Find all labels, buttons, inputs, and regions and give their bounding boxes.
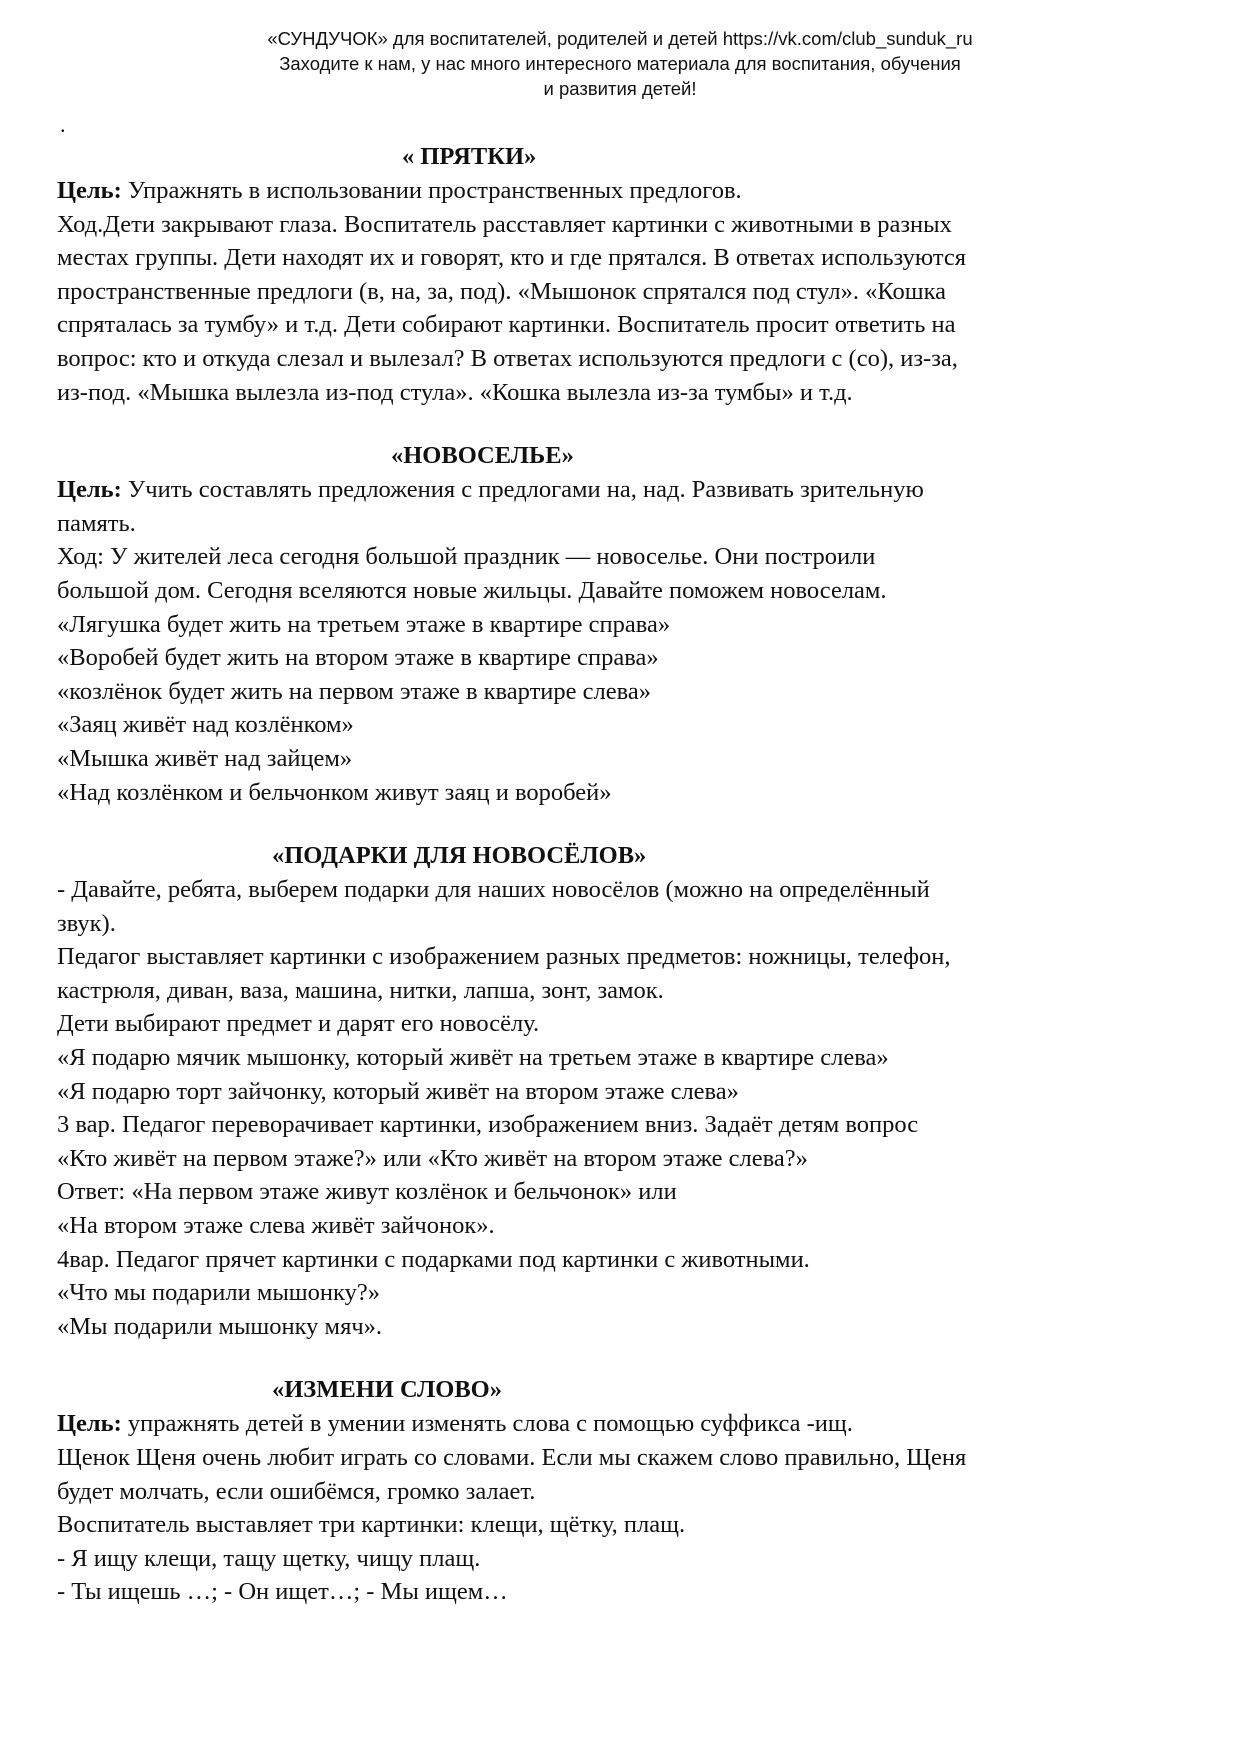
goal-label: Цель: (57, 476, 122, 504)
text-line: вопрос: кто и откуда слезал и вылезал? В ответах используются предлоги с (со), из-за, (57, 344, 958, 372)
section-gap (57, 1343, 1167, 1373)
text-line: Ход.Дети закрывают глаза. Воспитатель расставляет картинки с животными в разных (57, 210, 952, 238)
section-hide-and-seek (57, 140, 1167, 409)
section-title: « ПРЯТКИ» (402, 143, 537, 170)
section-title: «ИЗМЕНИ СЛОВО» (272, 1376, 502, 1404)
text-line: 3 вар. Педагог переворачивает картинки, изображением вниз. Задаёт детям вопрос (57, 1111, 919, 1139)
text-line: Ответ: «На первом этаже живут козлёнок и бельчонок» или (57, 1178, 677, 1206)
text-line: «Я подарю мячик мышонку, который живёт на третьем этаже в квартире слева» (57, 1044, 889, 1072)
text-line: «Мы подарили мышонку мяч». (57, 1312, 383, 1340)
text-line: Воспитатель выставляет три картинки: клещи, щётку, плащ. (57, 1511, 686, 1539)
goal-line (57, 174, 1167, 208)
text-line: память. (57, 509, 136, 537)
goal-label: Цель: (57, 177, 122, 204)
text-line: из-под. «Мышка вылезла из-под стула». «Кошка вылезла из-за тумбы» и т.д. (57, 378, 853, 406)
text-line: - Я ищу клещи, тащу щетку, чищу плащ. (57, 1544, 481, 1572)
text-line: спряталась за тумбу» и т.д. Дети собирают картинки. Воспитатель просит ответить на (57, 311, 956, 339)
text-line: «Мышка живёт над зайцем» (57, 744, 353, 772)
section-change-word (57, 1373, 1167, 1609)
text-line: «Над козлёнком и бельчонком живут заяц и воробей» (57, 778, 612, 806)
text-line: кастрюля, диван, ваза, машина, нитки, лапша, зонт, замок. (57, 976, 664, 1004)
text-line: - Давайте, ребята, выберем подарки для наших новосёлов (можно на определённый (57, 876, 930, 904)
text-line: 4вар. Педагог прячет картинки с подарками под картинки с животными. (57, 1245, 810, 1273)
section-gap (57, 809, 1167, 839)
goal-text: Упражнять в использовании пространственных предлогов. (121, 177, 742, 204)
text-line: Ход: У жителей леса сегодня большой праздник — новоселье. Они построили (57, 543, 876, 571)
header-line-1: «СУНДУЧОК» для воспитателей, родителей и детей https://vk.com/club_sunduk_ru (267, 28, 973, 49)
goal-label: Цель: (57, 1410, 122, 1438)
text-line: Педагог выставляет картинки с изображением разных предметов: ножницы, телефон, (57, 943, 951, 971)
section-title: «ПОДАРКИ ДЛЯ НОВОСЁЛОВ» (272, 842, 647, 870)
goal-line (57, 1407, 1167, 1441)
text-line: большой дом. Сегодня вселяются новые жильцы. Давайте поможем новоселам. (57, 576, 887, 604)
text-line: «Заяц живёт над козлёнком» (57, 711, 354, 739)
text-line: местах группы. Дети находят их и говорят, кто и где прятался. В ответах используются (57, 244, 967, 272)
page-header (0, 26, 1240, 101)
section-title: «НОВОСЕЛЬЕ» (391, 442, 574, 470)
text-line: «козлёнок будет жить на первом этаже в квартире слева» (57, 677, 651, 705)
text-line: Щенок Щеня очень любит играть со словами. Если мы скажем слово правильно, Щеня (57, 1444, 967, 1471)
stray-dot: . (60, 112, 66, 137)
text-line: «Лягушка будет жить на третьем этаже в квартире справа» (57, 610, 671, 638)
text-line: «Я подарю торт зайчонку, который живёт на втором этаже слева» (57, 1077, 739, 1105)
text-line: Дети выбирают предмет и дарят его новосёлу. (57, 1010, 540, 1038)
text-line: «Кто живёт на первом этаже?» или «Кто живёт на втором этаже слева?» (57, 1144, 808, 1172)
goal-text: упражнять детей в умении изменять слова с помощью суффикса -ищ. (121, 1410, 853, 1438)
header-line-2: Заходите к нам, у нас много интересного материала для воспитания, обучения (279, 53, 961, 74)
header-line-3: и развития детей! (543, 78, 697, 99)
goal-text: Учить составлять предложения с предлогами на, над. Развивать зрительную (121, 476, 924, 504)
text-line: «Что мы подарили мышонку?» (57, 1279, 380, 1307)
section-gifts (57, 839, 1167, 1343)
text-line: «На втором этаже слева живёт зайчонок». (57, 1212, 495, 1240)
text-line: «Воробей будет жить на втором этаже в квартире справа» (57, 644, 659, 672)
text-line: будет молчать, если ошибёмся, громко залает. (57, 1477, 536, 1505)
document-body (57, 140, 1167, 1609)
text-line: пространственные предлоги (в, на, за, под). «Мышонок спрятался под стул». «Кошка (57, 277, 946, 305)
text-line: - Ты ищешь …; - Он ищет…; - Мы ищем… (57, 1578, 508, 1606)
text-line: звук). (57, 909, 116, 937)
goal-line (57, 473, 1167, 507)
section-housewarming (57, 439, 1167, 809)
section-gap (57, 409, 1167, 439)
